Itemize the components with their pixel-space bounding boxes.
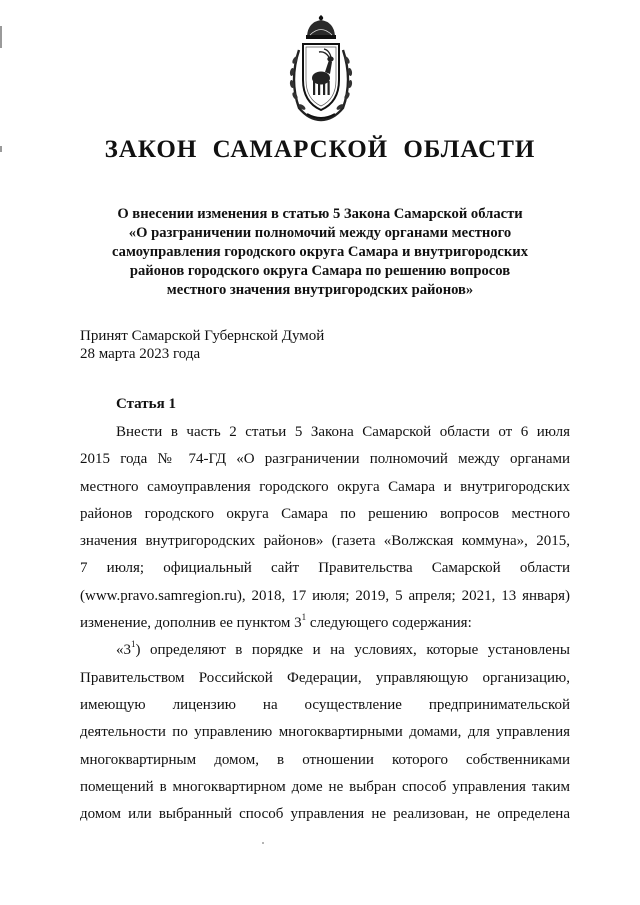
body-line: Правительством Российской Федерации, управляющую организацию, — [80, 669, 570, 686]
adoption-date: 28 марта 2023 года — [80, 346, 201, 362]
body-line: (www.pravo.samregion.ru), 2018, 17 июля; 2019, 5 апреля; 2021, 13 января) — [80, 587, 570, 604]
law-title: ЗАКОН САМАРСКОЙ ОБЛАСТИ — [104, 136, 536, 163]
body-text-fragment: следующего содержания: — [306, 615, 472, 632]
superscript: 1 — [301, 612, 307, 623]
adoption-block — [80, 327, 500, 363]
body-line: местного самоуправления городского округа Самара и внутригородских — [80, 478, 570, 495]
subtitle-line: «О разграничении полномочий между органами местного — [128, 225, 512, 241]
samara-coat-of-arms-emblem — [283, 14, 359, 124]
body-text-fragment: изменение, дополнив ее пунктом 3 — [80, 615, 302, 632]
article-heading: Статья 1 — [116, 396, 176, 412]
body-line: 7 июля; официальный сайт Правительства Самарской области — [80, 560, 570, 577]
superscript: 1 — [131, 639, 136, 650]
body-line: Внести в часть 2 статьи 5 Закона Самарской области от 6 июля — [116, 424, 570, 440]
body-text-fragment: ) определяют в порядке и на условиях, которые установлены — [135, 642, 570, 659]
body-line: 2015 года № 74-ГД «О разграничении полномочий между органами — [80, 451, 570, 468]
body-line: деятельности по управлению многоквартирными домами, для управления — [80, 724, 570, 741]
scan-margin-mark — [0, 26, 2, 48]
body-line: помещений в многоквартирном доме не выбран способ управления таким — [80, 778, 570, 795]
subtitle-line: самоуправления городского округа Самара и внутригородских — [112, 244, 528, 260]
law-subtitle — [80, 205, 560, 300]
body-line: домом или выбранный способ управления не реализован, не определена — [80, 806, 570, 823]
body-line: многоквартирным домом, в отношении которого собственниками — [80, 751, 570, 768]
body-line: значения внутригородских районов» (газета «Волжская коммуна», 2015, — [80, 533, 570, 550]
subtitle-line: О внесении изменения в статью 5 Закона Самарской области — [117, 206, 523, 222]
body-text-fragment: «3 — [116, 642, 131, 659]
scan-speck — [262, 842, 264, 844]
body-line: районов городского округа Самара по решению вопросов местного — [80, 505, 570, 522]
body-line — [80, 637, 570, 664]
body-line: имеющую лицензию на осуществление предпринимательской — [80, 696, 570, 713]
subtitle-line: местного значения внутригородских районов» — [166, 282, 474, 298]
article-body — [80, 419, 570, 828]
subtitle-line: районов городского округа Самара по решению вопросов — [129, 263, 511, 279]
body-line — [80, 610, 570, 637]
adoption-body: Принят Самарской Губернской Думой — [80, 328, 325, 344]
